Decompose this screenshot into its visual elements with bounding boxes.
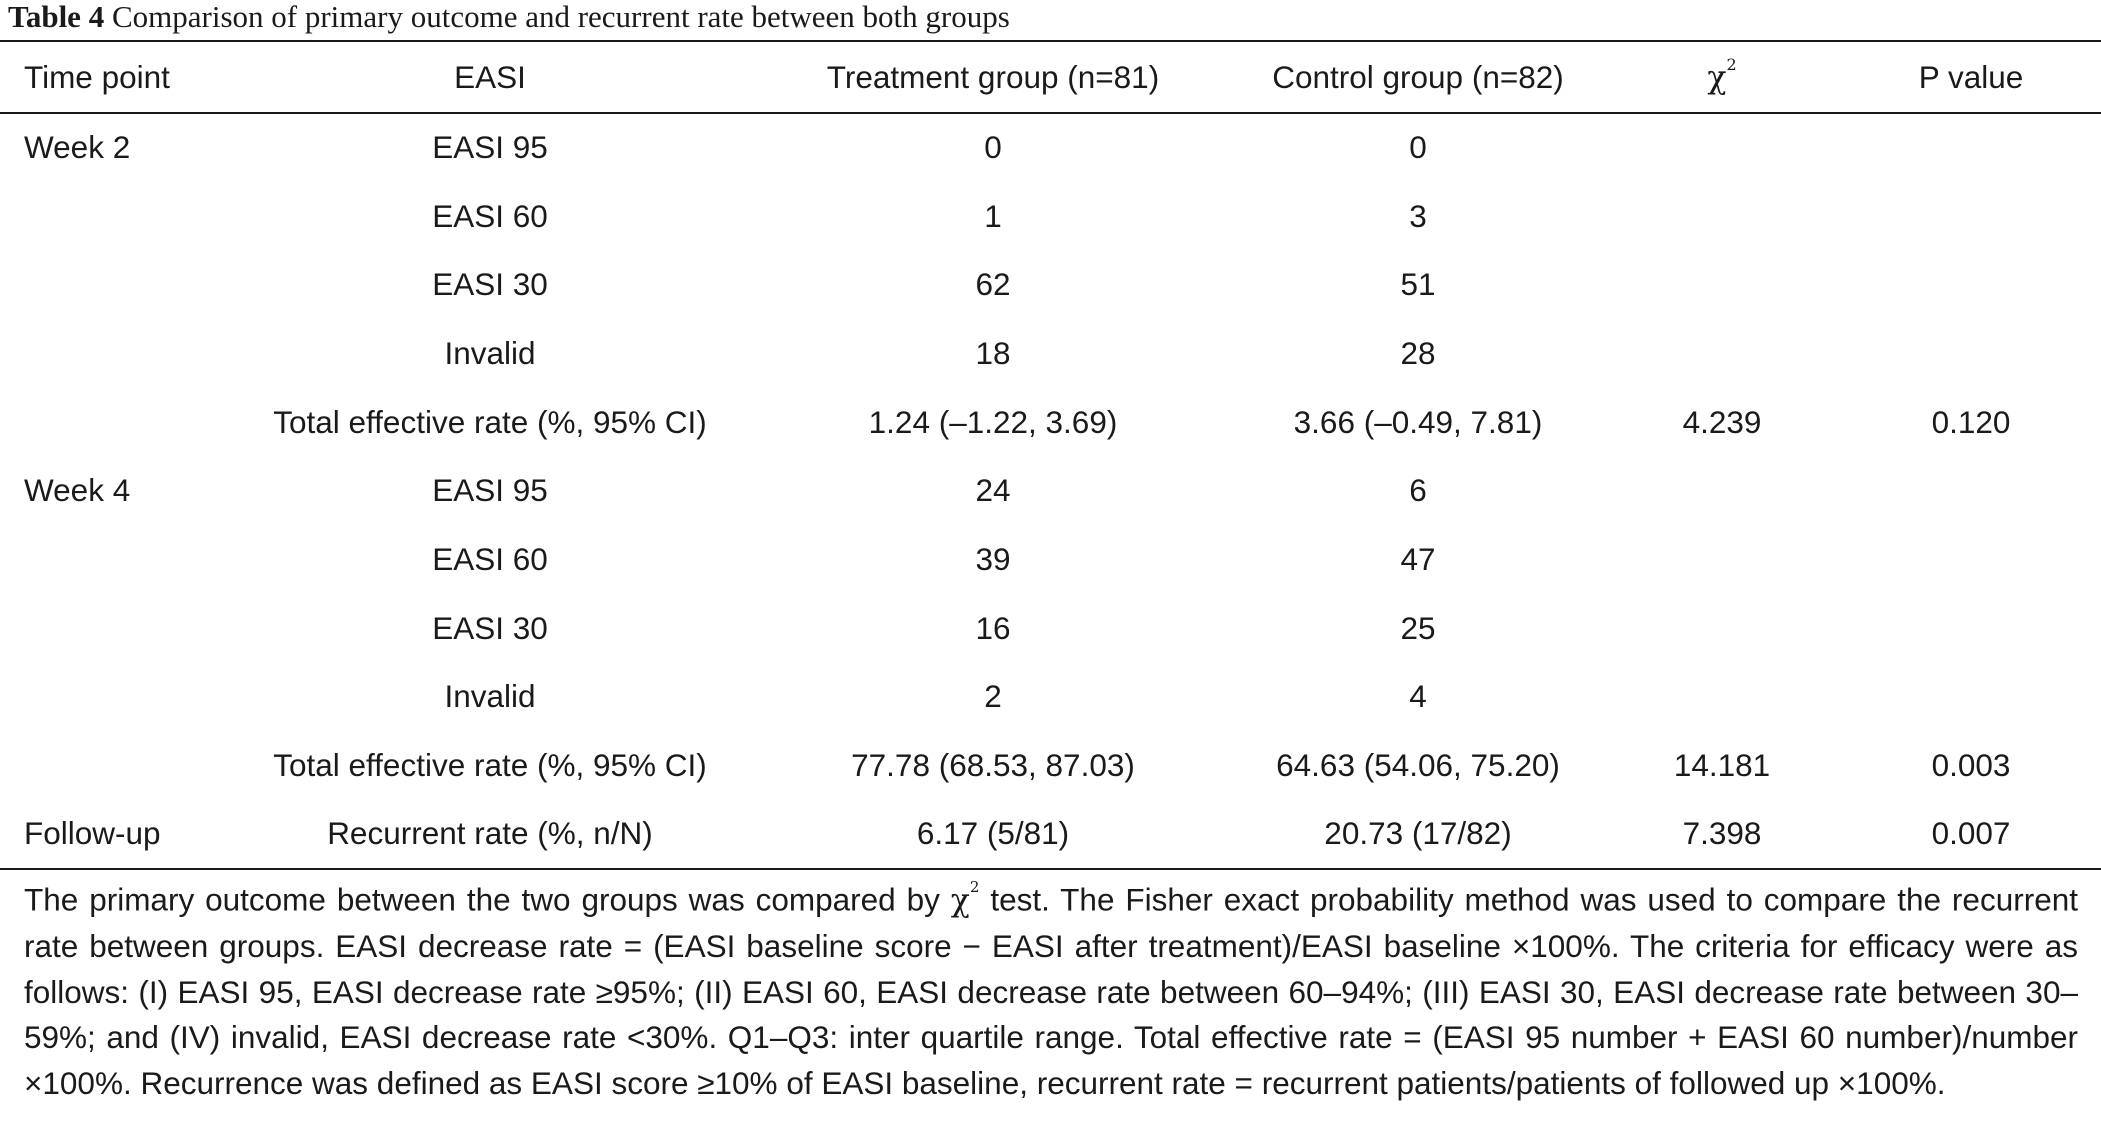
table-row xyxy=(0,319,2101,388)
footnote-part1: The primary outcome between the two groups was compared by xyxy=(24,881,951,918)
table-row xyxy=(0,663,2101,732)
cell-easi: Invalid xyxy=(444,334,536,371)
table-caption-label: Table 4 xyxy=(8,0,105,34)
cell-easi: Invalid xyxy=(444,678,536,715)
cell-chi-square xyxy=(1603,182,1841,251)
cell-treatment: 16 xyxy=(975,609,1011,646)
cell-easi: Total effective rate (%, 95% CI) xyxy=(273,403,707,440)
cell-chi-square xyxy=(1603,250,1841,319)
cell-easi: EASI 30 xyxy=(432,266,548,303)
cell-treatment: 2 xyxy=(984,678,1002,715)
cell-control: 28 xyxy=(1400,334,1436,371)
cell-control: 4 xyxy=(1409,678,1427,715)
table-row xyxy=(0,731,2101,800)
cell-time-point xyxy=(0,731,227,800)
cell-control: 6 xyxy=(1409,472,1427,509)
cell-p-value xyxy=(1841,456,2101,525)
cell-p-value xyxy=(1841,525,2101,594)
cell-p-value xyxy=(1841,319,2101,388)
results-table xyxy=(0,40,2101,870)
cell-treatment: 62 xyxy=(975,266,1011,303)
table-row xyxy=(0,594,2101,663)
table-row xyxy=(0,800,2101,869)
cell-control: 0 xyxy=(1409,129,1427,166)
table-caption xyxy=(8,0,1010,34)
table-body xyxy=(0,113,2101,869)
cell-control: 20.73 (17/82) xyxy=(1233,800,1603,869)
header-time-point: Time point xyxy=(0,41,227,113)
cell-treatment: 1.24 (–1.22, 3.69) xyxy=(868,403,1118,440)
cell-chi-square xyxy=(1603,525,1841,594)
cell-easi: Total effective rate (%, 95% CI) xyxy=(273,747,707,784)
cell-easi: Recurrent rate (%, n/N) xyxy=(227,800,753,869)
header-p-value: P value xyxy=(1841,41,2101,113)
header-easi: EASI xyxy=(227,41,753,113)
cell-chi-square: 14.181 xyxy=(1673,747,1771,784)
table-row xyxy=(0,113,2101,182)
cell-chi-square xyxy=(1603,594,1841,663)
table-caption-text: Comparison of primary outcome and recurrent rate between both groups xyxy=(104,0,1010,34)
table-row xyxy=(0,456,2101,525)
footnote-chi-letter: χ xyxy=(950,882,970,919)
cell-time-point xyxy=(0,525,227,594)
cell-time-point xyxy=(0,182,227,251)
cell-p-value: 0.007 xyxy=(1841,800,2101,869)
cell-time-point xyxy=(0,319,227,388)
footnote-chi-symbol xyxy=(950,878,980,919)
cell-p-value xyxy=(1841,663,2101,732)
table-row xyxy=(0,182,2101,251)
chi-symbol xyxy=(1707,55,1737,96)
cell-treatment: 1 xyxy=(984,197,1002,234)
cell-control: 51 xyxy=(1400,266,1436,303)
cell-time-point xyxy=(0,594,227,663)
cell-easi: EASI 30 xyxy=(432,609,548,646)
cell-easi: EASI 60 xyxy=(432,197,548,234)
header-control-group: Control group (n=82) xyxy=(1233,41,1603,113)
header-chi-square xyxy=(1603,41,1841,113)
cell-chi-square xyxy=(1603,663,1841,732)
cell-chi-square: 4.239 xyxy=(1682,403,1762,440)
chi-exponent: 2 xyxy=(1726,55,1737,74)
table-row xyxy=(0,525,2101,594)
cell-time-point: Follow-up xyxy=(0,800,227,869)
footnote-part2: test. The Fisher exact probability method was used to compare the recurrent rate between groups. EASI decrease rate = (EASI baseline score − EASI after treatment)/EASI baseline ×100%. The criteria for efficacy were as follows: (I) EASI 95, EASI decrease rate ≥95%; (II) EASI 60, EASI decrease rate between 60–94%; (III) EASI 30, EASI decrease rate between 30–59%; and (IV) invalid, EASI decrease rate <30%. Q1–Q3: inter quartile range. Total effective rate = (EASI 95 number + EASI 60 number)/number ×100%. Recurrence was defined as EASI score ≥10% of EASI baseline, recurrent rate = recurrent patients/patients of followed up ×100%. xyxy=(24,881,2078,1101)
cell-treatment: 6.17 (5/81) xyxy=(753,800,1233,869)
cell-time-point xyxy=(0,250,227,319)
cell-control: 3.66 (–0.49, 7.81) xyxy=(1293,403,1543,440)
cell-chi-square: 7.398 xyxy=(1603,800,1841,869)
cell-chi-square xyxy=(1603,113,1841,182)
cell-p-value xyxy=(1841,113,2101,182)
cell-p-value: 0.120 xyxy=(1931,403,2011,440)
cell-control: 47 xyxy=(1400,540,1436,577)
cell-chi-square xyxy=(1603,456,1841,525)
cell-easi: EASI 95 xyxy=(432,129,548,166)
cell-treatment: 0 xyxy=(984,129,1002,166)
cell-time-point xyxy=(0,663,227,732)
cell-control: 3 xyxy=(1409,197,1427,234)
footnote-chi-exponent: 2 xyxy=(969,878,980,896)
cell-chi-square xyxy=(1603,319,1841,388)
cell-time-point: Week 2 xyxy=(24,129,131,166)
cell-control: 64.63 (54.06, 75.20) xyxy=(1276,747,1560,784)
table-header-row xyxy=(0,41,2101,113)
table-footnote xyxy=(24,872,2078,1106)
cell-treatment: 77.78 (68.53, 87.03) xyxy=(851,747,1135,784)
cell-time-point: Week 4 xyxy=(24,472,131,509)
cell-treatment: 18 xyxy=(975,334,1011,371)
cell-time-point xyxy=(0,388,227,457)
header-treatment-group: Treatment group (n=81) xyxy=(753,41,1233,113)
cell-treatment: 39 xyxy=(975,540,1011,577)
cell-easi: EASI 60 xyxy=(432,540,548,577)
cell-p-value: 0.003 xyxy=(1931,747,2011,784)
cell-control: 25 xyxy=(1400,609,1436,646)
cell-easi: EASI 95 xyxy=(432,472,548,509)
chi-letter: χ xyxy=(1707,59,1727,96)
table-row xyxy=(0,250,2101,319)
table-row xyxy=(0,388,2101,457)
cell-p-value xyxy=(1841,182,2101,251)
cell-p-value xyxy=(1841,594,2101,663)
cell-treatment: 24 xyxy=(975,472,1011,509)
cell-p-value xyxy=(1841,250,2101,319)
